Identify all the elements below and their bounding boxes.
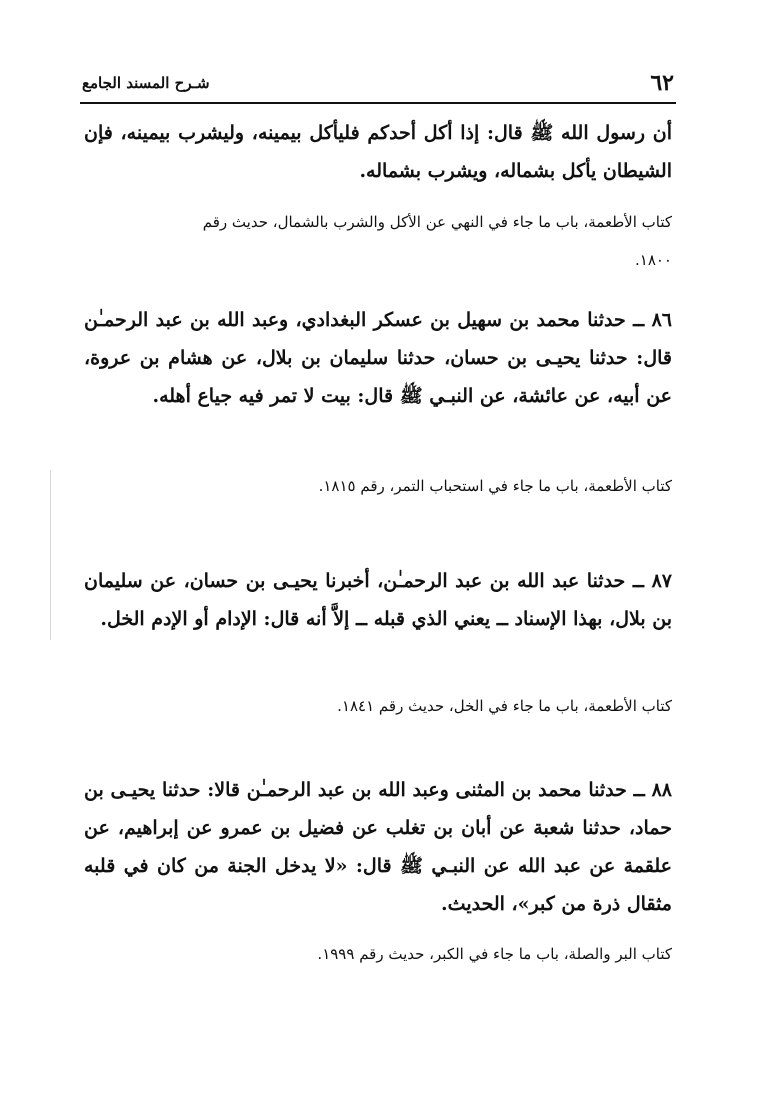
hadith-number: ٨٨ xyxy=(651,779,672,801)
footnote-text: كتاب الأطعمة، باب ما جاء في النهي عن الأكل والشرب بالشمال، حديث رقم ١٨٠٠. xyxy=(202,213,672,269)
hadith-text-85-continued xyxy=(84,114,672,190)
footnote-text: كتاب الأطعمة، باب ما جاء في استحباب التمر، رقم ١٨١٥. xyxy=(318,477,672,495)
footnote-text: كتاب الأطعمة، باب ما جاء في الخل، حديث رقم ١٨٤١. xyxy=(337,697,672,715)
footnote-text: كتاب البر والصلة، باب ما جاء في الكبر، حديث رقم ١٩٩٩. xyxy=(317,945,672,963)
header-rule xyxy=(80,102,676,104)
hadith-87 xyxy=(84,562,672,638)
page-header xyxy=(82,68,674,102)
hadith-86 xyxy=(84,301,672,415)
hadith-body: ــ حدثنا عبد الله بن عبد الرحمـٰن، أخبرنا يحيـى بن حسان، عن سليمان بن بلال، بهذا الإسناد ــ يعني الذي قبله ــ إلاَّ أنه قال: الإدام أو الإدم الخل. xyxy=(84,570,672,630)
hadith-body: ــ حدثنا محمد بن المثنى وعبد الله بن عبد الرحمـٰن قالا: حدثنا يحيـى بن حماد، حدثنا شعبة عن أبان بن تغلب عن فضيل بن عمرو عن إبراهيم، عن علقمة عن عبد الله عن النبـي ﷺ قال: «لا يدخل الجنة من كان في قلبه مثقال ذرة من كبر»، الحديث. xyxy=(84,779,672,915)
running-title: شـرح المسند الجامع xyxy=(82,74,210,92)
scan-margin-shadow xyxy=(50,470,51,640)
hadith-body: ــ حدثنا محمد بن سهيل بن عسكر البغدادي، وعبد الله بن عبد الرحمـٰن قال: حدثنا يحيـى بن حسان، حدثنا سليمان بن بلال، عن هشام بن عروة، عن أبيه، عن عائشة، عن النبـي ﷺ قال: بيت لا تمر فيه جياع أهله. xyxy=(84,309,672,407)
footnote-86 xyxy=(172,467,672,505)
footnote-87 xyxy=(172,687,672,725)
page-number: ٦٢ xyxy=(650,70,674,96)
hadith-number: ٨٧ xyxy=(651,570,672,592)
hadith-88 xyxy=(84,771,672,923)
footnote-88 xyxy=(172,935,672,973)
hadith-number: ٨٦ xyxy=(651,309,672,331)
footnote-85 xyxy=(172,203,672,279)
hadith-body: أن رسول الله ﷺ قال: إذا أكل أحدكم فليأكل بيمينه، وليشرب بيمينه، فإن الشيطان يأكل بشماله، ويشرب بشماله. xyxy=(84,122,672,182)
